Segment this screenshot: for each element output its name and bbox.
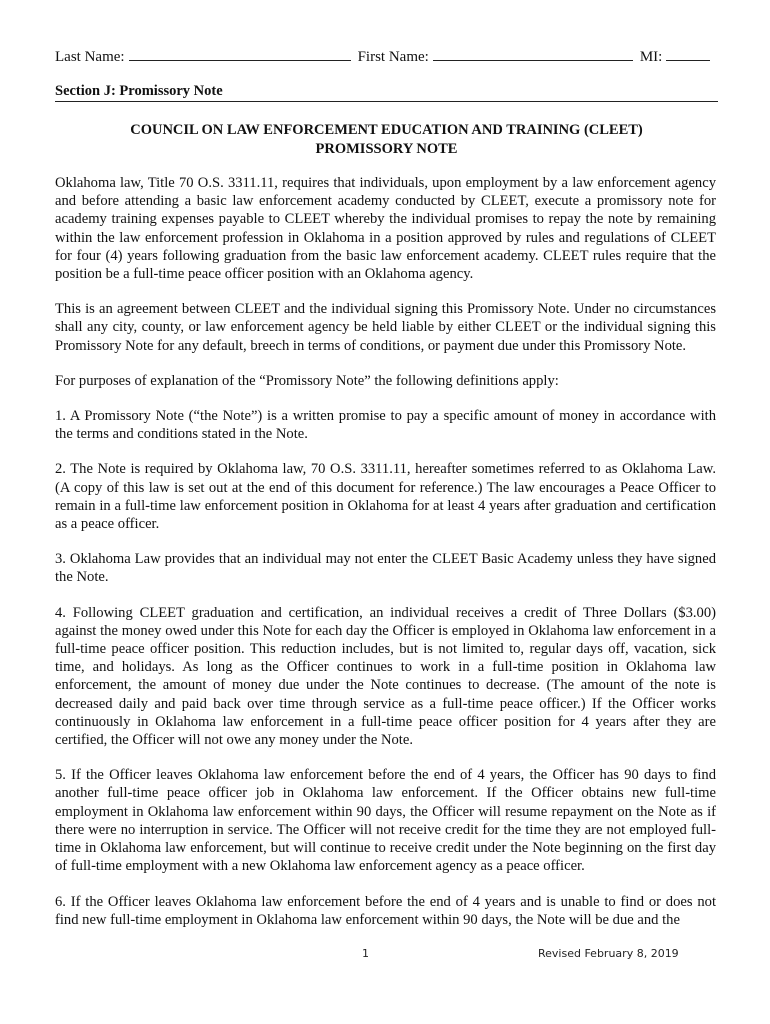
name-fields-row [55, 46, 715, 66]
last-name-label: Last Name: [55, 49, 125, 65]
page-number: 1 [362, 947, 369, 960]
paragraph-item-6: 6. If the Officer leaves Oklahoma law enforcement before the end of 4 years and is unable to find or does not find new full-time employment in Oklahoma law enforcement within 90 days, the Note will be due and the [55, 893, 716, 928]
title-line-1: COUNCIL ON LAW ENFORCEMENT EDUCATION AND TRAINING (CLEET) [130, 122, 643, 138]
page-footer [0, 947, 770, 965]
paragraph-item-5: 5. If the Officer leaves Oklahoma law enforcement before the end of 4 years, the Officer has 90 days to find another full-time peace officer job in Oklahoma law enforcement. If the Officer obtains new full-time employment in Oklahoma law enforcement within 90 days, the Officer will resume repayment on the Note as if there were no interruption in service. The Officer will not receive credit for the time they are not employed full-time in Oklahoma law enforcement, but will continue to receive credit under the Note beginning on the first day of full-time employment with a new Oklahoma law enforcement agency as a peace officer. [55, 767, 716, 875]
title-line-2: PROMISSORY NOTE [315, 141, 458, 157]
mi-field[interactable] [666, 46, 710, 61]
revision-date: Revised February 8, 2019 [538, 947, 679, 960]
document-title [55, 121, 718, 159]
first-name-field[interactable] [433, 46, 633, 61]
first-name-label: First Name: [357, 49, 429, 65]
paragraph-item-3: 3. Oklahoma Law provides that an individual may not enter the CLEET Basic Academy unless they have signed the Note. [55, 551, 716, 586]
section-heading: Section J: Promissory Note [55, 83, 718, 102]
paragraph-item-4: 4. Following CLEET graduation and certification, an individual receives a credit of Three Dollars ($3.00) against the money owed under this Note for each day the Officer is employed in Oklahoma law enforcement in a full-time peace officer position. This reduction includes, but is not limited to, regular days off, vacation, sick time, and holidays. As long as the Officer continues to work in a full-time position in Oklahoma law enforcement, the amount of money due under the Note continues to decrease. (The amount of the note is decreased daily and paid back over time through service as a full-time peace officer.) If the Officer works continuously in Oklahoma law enforcement in a full-time peace officer position for 4 years after they are certified, the Officer will not owe any money under the Note. [55, 604, 716, 749]
paragraph-definitions-intro: For purposes of explanation of the “Promissory Note” the following definitions apply: [55, 372, 559, 389]
last-name-field[interactable] [129, 46, 351, 61]
paragraph-item-2: 2. The Note is required by Oklahoma law, 70 O.S. 3311.11, hereafter sometimes referred to as Oklahoma Law. (A copy of this law is set out at the end of this document for reference.) The law encourages a Peace Officer to remain in a full-time law enforcement position in Oklahoma for at least 4 years after graduation and certification as a peace officer. [55, 461, 716, 533]
mi-label: MI: [639, 49, 663, 65]
paragraph-item-1: 1. A Promissory Note (“the Note”) is a written promise to pay a specific amount of money in accordance with the terms and conditions stated in the Note. [55, 408, 716, 443]
paragraph-intro: Oklahoma law, Title 70 O.S. 3311.11, requires that individuals, upon employment by a law enforcement agency and before attending a basic law enforcement academy conducted by CLEET, execute a promissory note for academy training expenses payable to CLEET whereby the individual promises to repay the note by remaining within the law enforcement profession in Oklahoma in a position approved by rules and regulations of CLEET for four (4) years following graduation from the basic law enforcement academy. CLEET rules require that the position be a full-time peace officer position with an Oklahoma agency. [55, 175, 716, 283]
document-body [55, 174, 716, 946]
paragraph-agreement: This is an agreement between CLEET and the individual signing this Promissory Note. Under no circumstances shall any city, county, or law enforcement agency be held liable by either CLEET or the individual signing this Promissory Note for any default, breech in terms of conditions, or payment due under this Promissory Note. [55, 301, 716, 354]
